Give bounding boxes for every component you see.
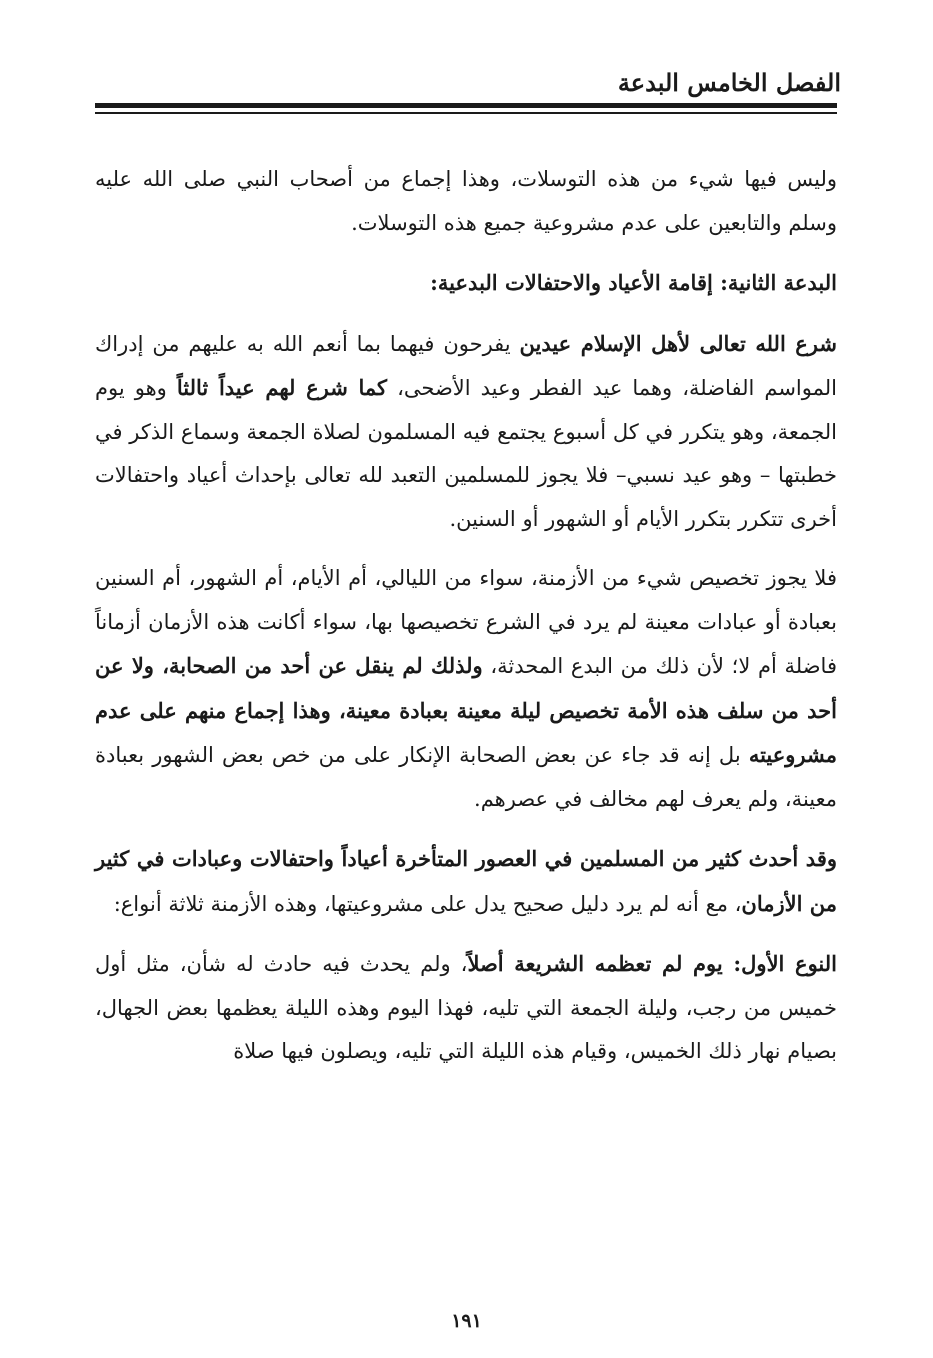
paragraph: [95, 158, 837, 245]
bold-text: البدعة الثانية: إقامة الأعياد والاحتفالات البدعية:: [430, 270, 837, 295]
bold-text: كما شرع لهم عيداً ثالثاً: [176, 375, 388, 400]
bold-text: وقد أحدث كثير من المسلمين في العصور المتأخرة أعياداً واحتفالات وعبادات في كثير من الأزمان: [95, 846, 837, 916]
header-rule-thick: [95, 103, 837, 108]
paragraph: [95, 261, 837, 306]
text-run: بل إنه قد جاء عن بعض الصحابة الإنكار على من خص بعض الشهور بعبادة معينة، ولم يعرف لهم مخالف في عصرهم.: [95, 743, 837, 811]
text-run: فلا يجوز تخصيص شيء من الأزمنة، سواء من الليالي، أم الأيام، أم الشهور، أم السنين بعبادة أو عبادات معينة لم يرد في الشرع تخصيصها بها، سواء أكانت هذه الأزمان أزماناً فاضلة أم لا؛ لأن ذلك من البدع المحدثة،: [95, 566, 837, 678]
paragraph: [95, 942, 837, 1074]
header-rule-thin: [95, 112, 837, 114]
bold-text: النوع الأول: يوم لم تعظمه الشريعة أصلاً: [467, 951, 837, 976]
paragraph: [95, 557, 837, 821]
text-run: ، ولم يحدث فيه حادث له شأن، مثل أول خميس من رجب، وليلة الجمعة التي تليه، فهذا اليوم وهذه الليلة يعظمها بعض الجهال، بصيام نهار ذلك الخميس، وقيام هذه الليلة التي تليه، ويصلون فيها صلاة: [95, 952, 837, 1063]
body-text: [95, 158, 837, 1074]
text-run: ، مع أنه لم يرد دليل صحيح يدل على مشروعيتها، وهذه الأزمنة ثلاثة أنواع:: [113, 891, 742, 916]
chapter-header: الفصل الخامس البدعة: [617, 68, 841, 97]
text-run: يفرحون فيهما بما أنعم الله به عليهم من إدراك المواسم الفاضلة، وهما عيد الفطر وعيد الأضحى،: [95, 331, 837, 400]
page-number: ١٩١: [451, 1310, 482, 1332]
bold-text: شرع الله تعالى لأهل الإسلام عيدين: [519, 330, 837, 356]
bold-text: ولذلك لم ينقل عن أحد من الصحابة، ولا عن أحد من سلف هذه الأمة تخصيص ليلة معينة بعبادة معينة، وهذا إجماع منهم على عدم مشروعيته: [95, 653, 837, 767]
text-run: وليس فيها شيء من هذه التوسلات، وهذا إجماع من أصحاب النبي صلى الله عليه وسلم والتابعين على عدم مشروعية جميع هذه التوسلات.: [95, 167, 837, 235]
paragraph: [95, 322, 837, 542]
paragraph: [95, 837, 837, 926]
text-run: وهو يوم الجمعة، وهو يتكرر في كل أسبوع يجتمع فيه المسلمون لصلاة الجمعة وسماع الذكر في خطبتها – وهو عيد نسبي– فلا يجوز للمسلمين التعبد لله تعالى بإحداث أعياد واحتفالات أخرى تتكرر بتكرر الأيام أو الشهور أو السنين.: [95, 376, 837, 531]
